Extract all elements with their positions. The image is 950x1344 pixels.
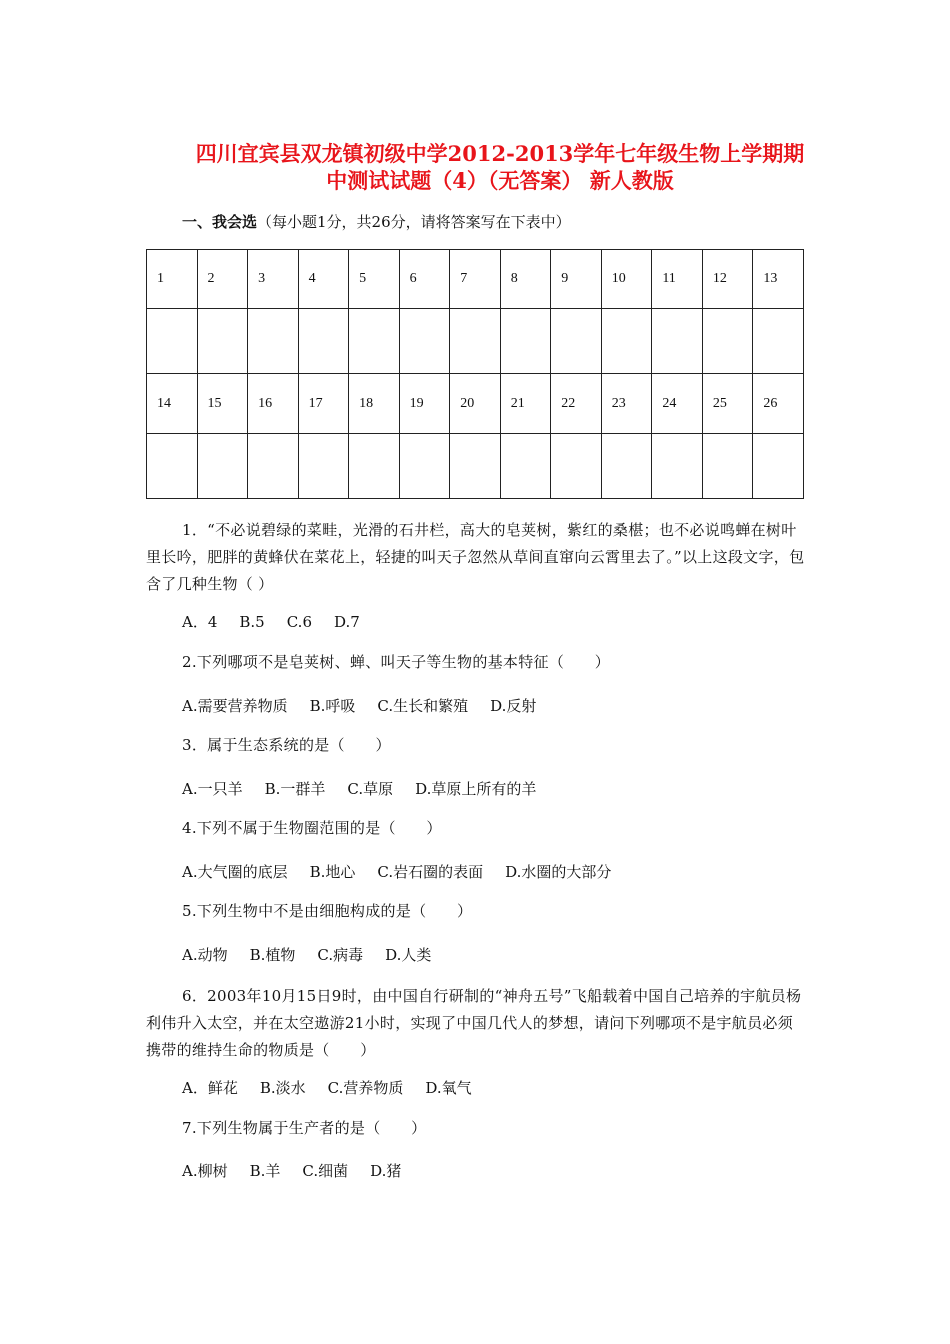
- answer-blank-cell[interactable]: [601, 434, 652, 499]
- answer-blank-cell[interactable]: [652, 309, 703, 374]
- option[interactable]: C.6: [286, 613, 312, 631]
- option[interactable]: C.岩石圈的表面: [377, 863, 484, 881]
- option[interactable]: D.人类: [385, 946, 432, 964]
- option[interactable]: C.细菌: [302, 1162, 349, 1180]
- option[interactable]: D.草原上所有的羊: [415, 780, 537, 798]
- answer-blank-row: [147, 434, 804, 499]
- question-6-options: [182, 1077, 494, 1098]
- option[interactable]: B.5: [239, 613, 265, 631]
- answer-blank-cell[interactable]: [298, 434, 349, 499]
- question-4-options: [182, 861, 633, 882]
- answer-table: [146, 249, 804, 499]
- option[interactable]: A.柳树: [182, 1162, 228, 1180]
- answer-number-cell: 24: [652, 374, 703, 434]
- option[interactable]: B.呼吸: [309, 697, 356, 715]
- answer-number-cell: 4: [298, 250, 349, 309]
- answer-blank-cell[interactable]: [147, 434, 198, 499]
- answer-blank-cell[interactable]: [399, 434, 450, 499]
- answer-blank-cell[interactable]: [248, 309, 299, 374]
- answer-blank-cell[interactable]: [702, 434, 753, 499]
- answer-blank-cell[interactable]: [450, 434, 501, 499]
- answer-number-cell: 1: [147, 250, 198, 309]
- answer-number-cell: 22: [551, 374, 602, 434]
- section-heading: [182, 211, 571, 232]
- answer-number-cell: 12: [702, 250, 753, 309]
- answer-blank-cell[interactable]: [349, 309, 400, 374]
- option[interactable]: D.7: [334, 613, 360, 631]
- question-7-options: [182, 1160, 423, 1181]
- answer-blank-cell[interactable]: [248, 434, 299, 499]
- answer-blank-cell[interactable]: [551, 309, 602, 374]
- document-title-line2: 中测试试题（4）（无答案） 新人教版: [326, 168, 674, 193]
- answer-blank-cell[interactable]: [399, 309, 450, 374]
- option[interactable]: D.水圈的大部分: [505, 863, 612, 881]
- question-4-stem: 4.下列不属于生物圈范围的是（ ）: [182, 819, 442, 837]
- answer-blank-cell[interactable]: [147, 309, 198, 374]
- option[interactable]: D.氧气: [425, 1079, 472, 1097]
- option[interactable]: B.地心: [309, 863, 356, 881]
- answer-number-cell: 7: [450, 250, 501, 309]
- answer-number-cell: 16: [248, 374, 299, 434]
- option[interactable]: A．鲜花: [182, 1079, 238, 1097]
- answer-blank-cell[interactable]: [652, 434, 703, 499]
- answer-number-cell: 26: [753, 374, 804, 434]
- answer-number-cell: 25: [702, 374, 753, 434]
- answer-number-row: [147, 374, 804, 434]
- question-2-stem: 2.下列哪项不是皂荚树、蝉、叫天子等生物的基本特征（ ）: [182, 653, 611, 671]
- question-1-stem: 1．“不必说碧绿的菜畦，光滑的石井栏，高大的皂荚树，紫红的桑椹；也不必说鸣蝉在树叶里长吟，肥胖的黄蜂伏在菜花上，轻捷的叫天子忽然从草间直窜向云霄里去了。”以上这段文字，包含了几种生物（ ）: [146, 521, 805, 593]
- answer-blank-cell[interactable]: [197, 309, 248, 374]
- answer-number-cell: 13: [753, 250, 804, 309]
- section-note: （每小题1分，共26分，请将答案写在下表中）: [257, 213, 571, 231]
- answer-number-cell: 6: [399, 250, 450, 309]
- option[interactable]: B.一群羊: [264, 780, 326, 798]
- answer-blank-cell[interactable]: [753, 434, 804, 499]
- question-2-options: [182, 695, 558, 716]
- answer-number-cell: 3: [248, 250, 299, 309]
- option[interactable]: C.营养物质: [327, 1079, 404, 1097]
- section-title: 一、我会选: [182, 213, 258, 231]
- question-5-stem: 5.下列生物中不是由细胞构成的是（ ）: [182, 902, 473, 920]
- answer-blank-cell[interactable]: [197, 434, 248, 499]
- option[interactable]: A.需要营养物质: [182, 697, 288, 715]
- answer-number-cell: 17: [298, 374, 349, 434]
- option[interactable]: C.病毒: [317, 946, 364, 964]
- question-7-stem: 7.下列生物属于生产者的是（ ）: [182, 1119, 427, 1137]
- answer-number-cell: 8: [500, 250, 551, 309]
- option[interactable]: A．4: [182, 613, 218, 631]
- answer-number-cell: 23: [601, 374, 652, 434]
- answer-number-cell: 19: [399, 374, 450, 434]
- answer-blank-cell[interactable]: [702, 309, 753, 374]
- option[interactable]: D.反射: [490, 697, 537, 715]
- answer-blank-cell[interactable]: [500, 309, 551, 374]
- question-6-stem: 6．2003年10月15日9时，由中国自行研制的“神舟五号”飞船载着中国自己培养的宇航员杨利伟升入太空，并在太空遨游21小时，实现了中国几代人的梦想，请问下列哪项不是宇航员必须携带的维持生命的物质是（ ）: [146, 987, 802, 1059]
- question-3-stem: 3．属于生态系统的是（ ）: [182, 736, 391, 754]
- option[interactable]: B.淡水: [259, 1079, 306, 1097]
- answer-blank-cell[interactable]: [450, 309, 501, 374]
- answer-number-cell: 5: [349, 250, 400, 309]
- answer-number-cell: 18: [349, 374, 400, 434]
- option[interactable]: C.生长和繁殖: [377, 697, 469, 715]
- option[interactable]: A.一只羊: [182, 780, 243, 798]
- answer-blank-cell[interactable]: [753, 309, 804, 374]
- option[interactable]: A.动物: [182, 946, 228, 964]
- question-1-options: [182, 611, 382, 632]
- answer-number-cell: 20: [450, 374, 501, 434]
- answer-blank-cell[interactable]: [298, 309, 349, 374]
- option[interactable]: C.草原: [347, 780, 394, 798]
- option[interactable]: B.植物: [249, 946, 296, 964]
- answer-blank-cell[interactable]: [500, 434, 551, 499]
- answer-number-cell: 10: [601, 250, 652, 309]
- answer-blank-cell[interactable]: [349, 434, 400, 499]
- option[interactable]: B.羊: [249, 1162, 281, 1180]
- option[interactable]: A.大气圈的底层: [182, 863, 288, 881]
- answer-number-cell: 9: [551, 250, 602, 309]
- answer-number-cell: 2: [197, 250, 248, 309]
- answer-number-row: [147, 250, 804, 309]
- answer-number-cell: 14: [147, 374, 198, 434]
- answer-blank-cell[interactable]: [601, 309, 652, 374]
- answer-blank-row: [147, 309, 804, 374]
- question-5-options: [182, 944, 453, 965]
- answer-blank-cell[interactable]: [551, 434, 602, 499]
- answer-number-cell: 15: [197, 374, 248, 434]
- question-3-options: [182, 778, 558, 799]
- answer-number-cell: 21: [500, 374, 551, 434]
- answer-number-cell: 11: [652, 250, 703, 309]
- option[interactable]: D.猪: [370, 1162, 402, 1180]
- document-title-line1: 四川宜宾县双龙镇初级中学2012-2013学年七年级生物上学期期: [195, 141, 805, 166]
